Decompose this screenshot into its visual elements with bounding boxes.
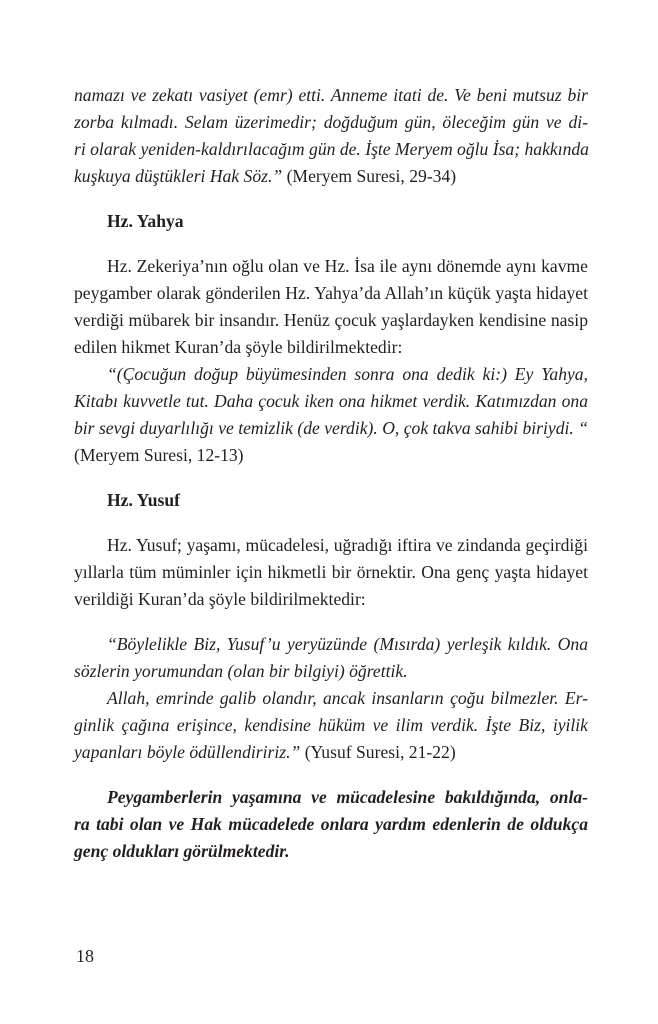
quote-text: yapanları böyle ödüllendiririz.” bbox=[74, 742, 301, 762]
section-yahya bbox=[74, 208, 588, 469]
quote-line: ri olarak yeniden-kaldırılacağım gün de. İşte Meryem oğlu İsa; hakkında bbox=[74, 139, 589, 159]
quote-line: bir sevgi duyarlılığı ve temizlik (de verdik). O, çok takva sahibi biriydi. “ bbox=[74, 418, 588, 438]
paragraph-line: Hz. Yusuf; yaşamı, mücadelesi, uğradığı iftira ve zindanda geçirdiği bbox=[107, 535, 588, 555]
paragraph-line: edilen hikmet Kuran’da şöyle bildirilmektedir: bbox=[74, 337, 403, 357]
quote-line: “(Çocuğun doğup büyümesinden sonra ona dedik ki:) Ey Yahya, bbox=[107, 364, 588, 384]
citation: (Meryem Suresi, 29-34) bbox=[286, 166, 457, 186]
quote-line: Kitabı kuvvetle tut. Daha çocuk iken ona hikmet verdik. Katımızdan ona bbox=[74, 391, 588, 411]
citation: (Yusuf Suresi, 21-22) bbox=[304, 742, 456, 762]
quote-line: “Böylelikle Biz, Yusuf’u yeryüzünde (Mısırda) yerleşik kıldık. Ona bbox=[107, 634, 588, 654]
quote-line: sözlerin yorumundan (olan bir bilgiyi) öğrettik. bbox=[74, 661, 408, 681]
conclusion-line: Peygamberlerin yaşamına ve mücadelesine bakıldığında, onla- bbox=[107, 787, 588, 807]
page-body bbox=[74, 82, 588, 865]
continuation-quote bbox=[74, 82, 588, 190]
paragraph-line: peygamber olarak gönderilen Hz. Yahya’da Allah’ın küçük yaşta hidayet bbox=[74, 283, 588, 303]
quote-line-final bbox=[74, 163, 588, 190]
conclusion-line: genç oldukları görülmektedir. bbox=[74, 841, 290, 861]
paragraph-line: Hz. Zekeriya’nın oğlu olan ve Hz. İsa ile aynı dönemde aynı kavme bbox=[107, 256, 588, 276]
paragraph-line: yıllarla tüm müminler için hikmetli bir örnektir. Ona genç yaşta hidayet bbox=[74, 562, 588, 582]
conclusion-line: ra tabi olan ve Hak mücadelede onlara yardım edenlerin de oldukça bbox=[74, 814, 588, 834]
quote-line: Allah, emrinde galib olandır, ancak insanların çoğu bilmezler. Er- bbox=[107, 688, 588, 708]
conclusion-paragraph bbox=[74, 784, 588, 865]
paragraph-line: verildiği Kuran’da şöyle bildirilmektedir: bbox=[74, 589, 366, 609]
quote-line: namazı ve zekatı vasiyet (emr) etti. Anneme itati de. Ve beni mutsuz bir bbox=[74, 85, 588, 105]
quote-line-final bbox=[74, 739, 588, 766]
section-heading: Hz. Yusuf bbox=[107, 490, 181, 510]
page-number: 18 bbox=[76, 946, 94, 966]
section-yusuf bbox=[74, 487, 588, 766]
paragraph-line: verdiği mübarek bir insandır. Henüz çocuk yaşlardayken kendisine nasip bbox=[74, 310, 588, 330]
quote-line: ginlik çağına erişince, kendisine hüküm ve ilim verdik. İşte Biz, iyilik bbox=[74, 715, 588, 735]
section-heading: Hz. Yahya bbox=[107, 211, 184, 231]
citation: (Meryem Suresi, 12-13) bbox=[74, 445, 244, 465]
quote-text: kuşkuya düştükleri Hak Söz.” bbox=[74, 166, 283, 186]
quote-line: zorba kılmadı. Selam üzerimedir; doğduğum gün, öleceğim gün ve di- bbox=[74, 112, 588, 132]
